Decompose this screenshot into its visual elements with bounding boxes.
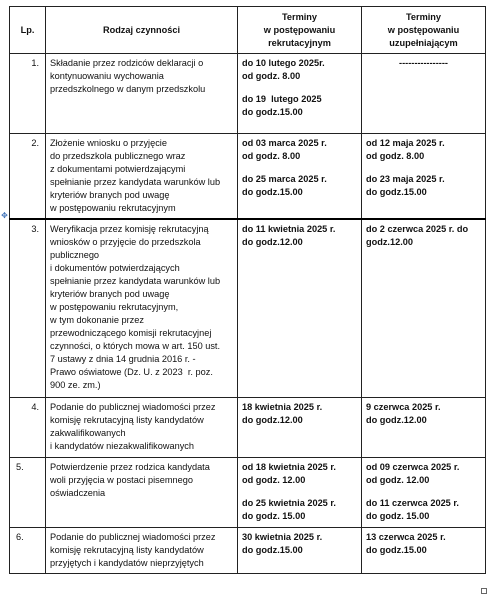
recruitment-term-cell: [238, 457, 362, 527]
term-line: do godz.15.00: [242, 107, 303, 117]
term-line: do godz.15.00: [366, 544, 427, 555]
term-line: do godz. 15.00: [366, 510, 430, 521]
row-number: 6.: [10, 527, 46, 573]
activity-line: kontynuowaniu wychowania: [50, 71, 164, 81]
row-number: 1.: [10, 54, 46, 134]
activity-line: 7 ustawy z dnia 14 grudnia 2016 r. -: [50, 354, 196, 364]
block-gap: [242, 487, 357, 497]
activity-line: czynności, o których mowa w art. 150 ust.: [50, 341, 221, 351]
supplementary-term-cell: [362, 219, 486, 397]
recruitment-term-cell: [238, 134, 362, 220]
activity-line: publicznego: [50, 250, 100, 260]
activity-cell: [46, 397, 238, 457]
supplementary-term-cell: [362, 397, 486, 457]
header-supplementary-line: uzupełniającym: [389, 37, 458, 48]
activity-line: przyjętych i kandydatów nieprzyjętych: [50, 557, 204, 568]
activity-line: spełnianie przez kandydata warunków lub: [50, 177, 221, 187]
header-supplementary: [362, 7, 486, 54]
table-row: [10, 219, 486, 397]
row-number: 4.: [10, 397, 46, 457]
term-line: od godz. 8.00: [242, 151, 301, 161]
activity-line: w postępowaniu rekrutacyjnym,: [50, 302, 179, 312]
activity-line: Podanie do publicznej wiadomości przez: [50, 531, 216, 542]
activity-line: komisję rekrutacyjną listy kandydatów: [50, 544, 204, 555]
activity-line: z dokumentami potwierdzającymi: [50, 164, 186, 174]
term-line: 13 czerwca 2025 r.: [366, 531, 446, 542]
term-line: od godz. 8.00: [366, 151, 425, 161]
header-recruitment: [238, 7, 362, 54]
activity-line: Podanie do publicznej wiadomości przez: [50, 401, 216, 412]
term-line: 9 czerwca 2025 r.: [366, 401, 441, 412]
header-supplementary-line: w postępowaniu: [387, 24, 460, 35]
supplementary-term-cell: [362, 134, 486, 220]
activity-line: wniosków o przyjęcie do przedszkola: [50, 237, 201, 247]
term-line: do godz.15.00: [242, 187, 303, 197]
header-recruitment-line: w postępowaniu: [263, 24, 336, 35]
activity-line: i kandydatów niezakwalifikowanych: [50, 440, 195, 451]
term-line: do godz.12.00: [366, 414, 427, 425]
row-number: 5.: [10, 457, 46, 527]
term-line: od 09 czerwca 2025 r.: [366, 461, 460, 472]
term-line: ----------------: [399, 58, 448, 68]
block-gap: [242, 163, 357, 173]
activity-line: Składanie przez rodziców deklaracji o: [50, 58, 204, 68]
term-line: do godz.15.00: [242, 544, 303, 555]
term-line: od 18 kwietnia 2025 r.: [242, 461, 336, 472]
header-supplementary-line: Terminy: [405, 11, 442, 22]
term-line: godz.12.00: [366, 237, 413, 247]
activity-line: kryteriów branych pod uwagę: [50, 289, 170, 299]
header-lp: Lp.: [10, 7, 46, 54]
activity-line: i dokumentów potwierdzających: [50, 263, 180, 273]
activity-cell: [46, 219, 238, 397]
table-row: [10, 134, 486, 220]
term-line: do 2 czerwca 2025 r. do: [366, 224, 469, 234]
table-resize-handle[interactable]: [481, 588, 487, 594]
activity-line: do przedszkola publicznego wraz: [50, 151, 186, 161]
activity-cell: [46, 527, 238, 573]
header-activity: Rodzaj czynności: [46, 7, 238, 54]
supplementary-term-cell: [362, 527, 486, 573]
activity-cell: [46, 54, 238, 134]
term-line: od godz. 8.00: [242, 71, 301, 81]
term-line: od 12 maja 2025 r.: [366, 138, 445, 148]
activity-line: oświadczenia: [50, 487, 106, 498]
activity-line: Złożenie wniosku o przyjęcie: [50, 138, 167, 148]
activity-cell: [46, 134, 238, 220]
recruitment-term-cell: [238, 397, 362, 457]
activity-line: kryteriów branych pod uwagę: [50, 190, 170, 200]
term-line: 18 kwietnia 2025 r.: [242, 401, 323, 412]
header-recruitment-line: Terminy: [281, 11, 318, 22]
activity-line: przewodniczącego komisji rekrutacyjnej: [50, 328, 212, 338]
term-line: do 23 maja 2025 r.: [366, 174, 445, 184]
recruitment-term-cell: [238, 527, 362, 573]
term-line: do 19 lutego 2025: [242, 94, 322, 104]
block-gap: [366, 487, 481, 497]
term-line: od godz. 12.00: [366, 474, 430, 485]
term-line: do 11 kwietnia 2025 r.: [242, 224, 336, 234]
activity-cell: [46, 457, 238, 527]
recruitment-schedule-table: [9, 6, 486, 574]
activity-line: 900 ze. zm.): [50, 380, 101, 390]
supplementary-term-cell: [362, 54, 486, 134]
activity-line: zakwalifikowanych: [50, 427, 126, 438]
block-gap: [242, 83, 357, 93]
activity-line: woli przyjęcia w postaci pisemnego: [50, 474, 193, 485]
table-row: [10, 54, 486, 134]
activity-line: Prawo oświatowe (Dz. U. z 2023 r. poz.: [50, 367, 213, 377]
block-gap: [366, 163, 481, 173]
table-row: [10, 397, 486, 457]
activity-line: w tym dokonanie przez: [50, 315, 144, 325]
term-line: od godz. 12.00: [242, 474, 306, 485]
term-line: do godz.12.00: [242, 237, 303, 247]
term-line: do 11 czerwca 2025 r.: [366, 497, 459, 508]
term-line: do godz.12.00: [242, 414, 303, 425]
term-line: 30 kwietnia 2025 r.: [242, 531, 323, 542]
table-move-handle-icon[interactable]: ✥: [1, 211, 8, 220]
activity-line: komisję rekrutacyjną listy kandydatów: [50, 414, 204, 425]
table-row: [10, 457, 486, 527]
row-number: 2.: [10, 134, 46, 220]
activity-line: przedszkolnego w danym przedszkolu: [50, 84, 206, 94]
term-line: do godz.15.00: [366, 187, 427, 197]
term-line: do 10 lutego 2025r.: [242, 58, 325, 68]
activity-line: Potwierdzenie przez rodzica kandydata: [50, 461, 210, 472]
term-line: do 25 marca 2025 r.: [242, 174, 327, 184]
term-line: do 25 kwietnia 2025 r.: [242, 497, 336, 508]
recruitment-term-cell: [238, 219, 362, 397]
activity-line: w postępowaniu rekrutacyjnym: [50, 203, 176, 213]
header-recruitment-line: rekrutacyjnym: [268, 37, 331, 48]
table-header-row: [10, 7, 486, 54]
recruitment-term-cell: [238, 54, 362, 134]
activity-line: Weryfikacja przez komisję rekrutacyjną: [50, 224, 209, 234]
activity-line: spełnianie przez kandydata warunków lub: [50, 276, 221, 286]
term-line: do godz. 15.00: [242, 510, 306, 521]
supplementary-term-cell: [362, 457, 486, 527]
row-number: 3.: [10, 219, 46, 397]
term-line: od 03 marca 2025 r.: [242, 138, 327, 148]
table-row: [10, 527, 486, 573]
